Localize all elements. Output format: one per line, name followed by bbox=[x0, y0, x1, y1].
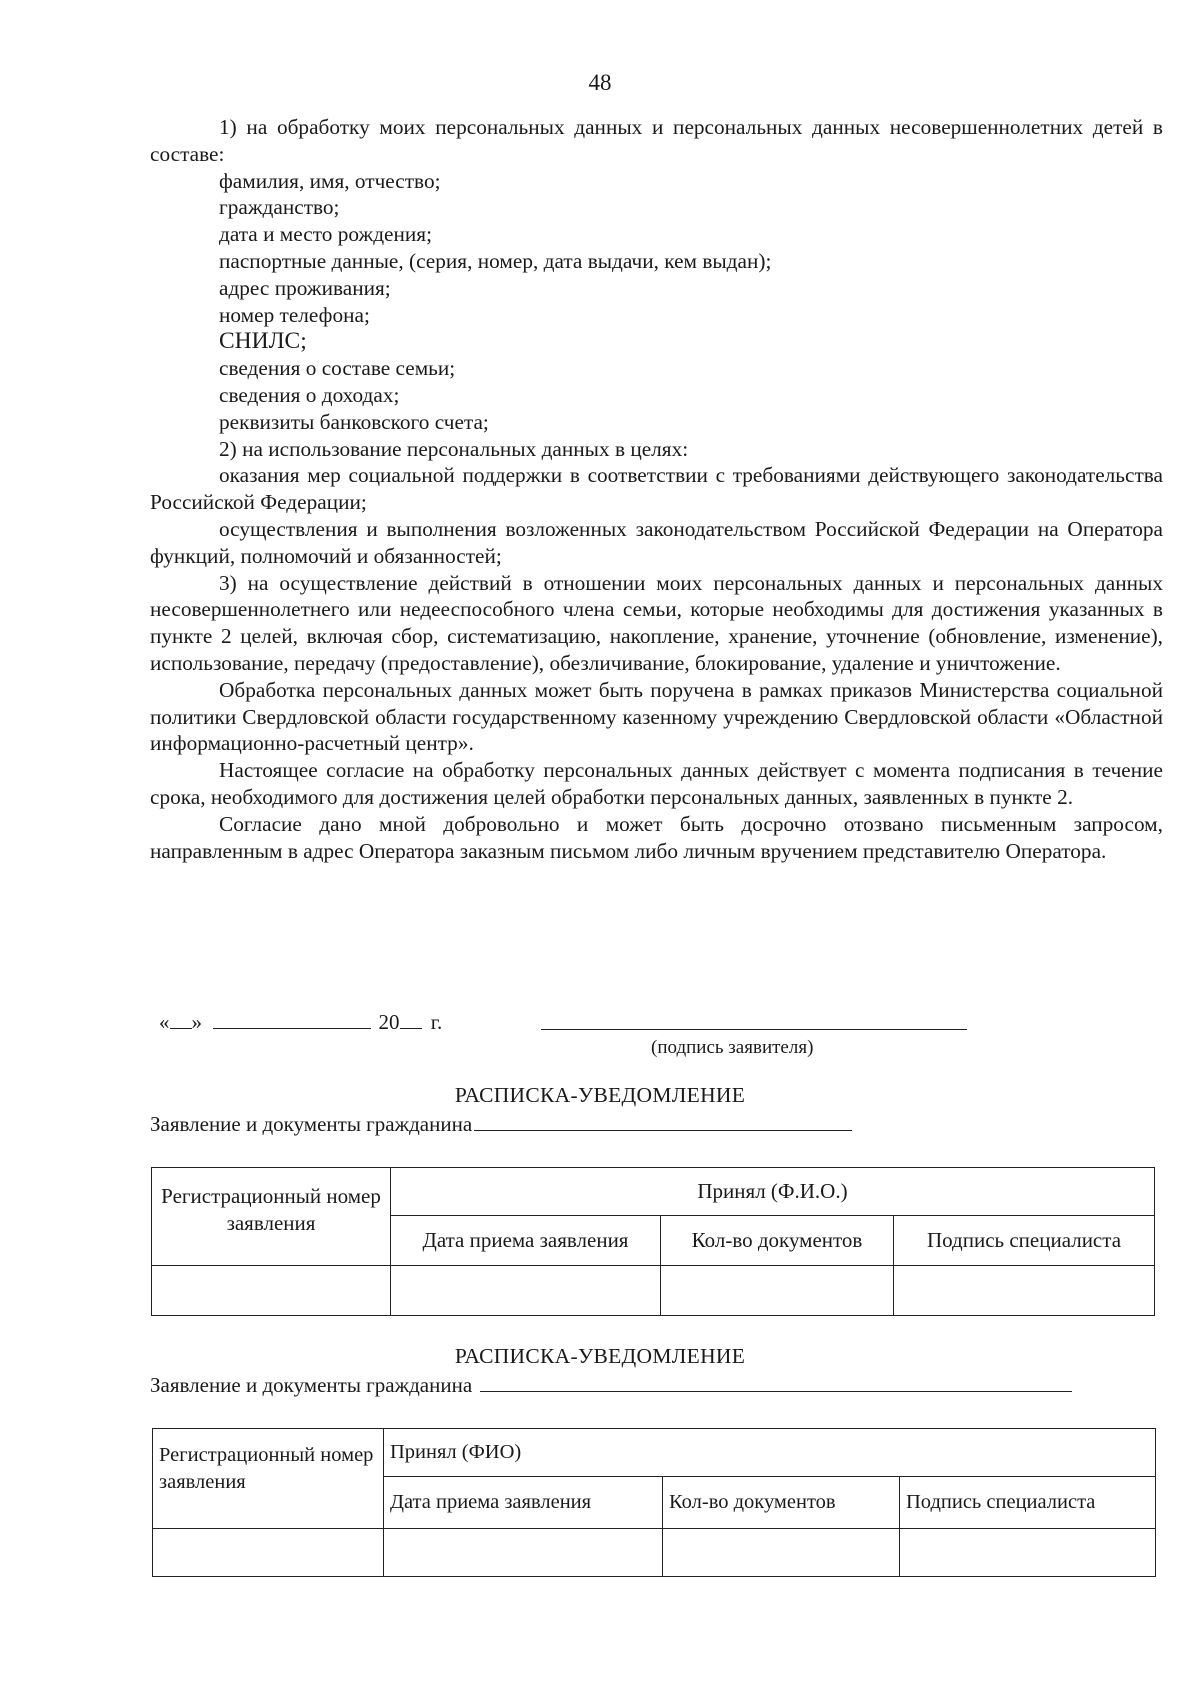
reg-number-cell[interactable] bbox=[153, 1529, 384, 1577]
paragraph-3: 3) на осуществление действий в отношении моих персональных данных и персональных данных несовершеннолетнего или недееспособного члена семьи, которые необходимы для достижения указанных в пункте 2 целей, включая сбор, систематизацию, накопление, хранение, уточнение (обновление, изменение), использование, передачу (предоставление), обезличивание, блокирование, удаление и уничтожение. bbox=[150, 570, 1163, 675]
receipt-table bbox=[151, 1167, 1155, 1316]
accepted-header: Принял (ФИО) bbox=[384, 1429, 1156, 1477]
accepted-header: Принял (Ф.И.О.) bbox=[391, 1168, 1155, 1216]
month-blank[interactable] bbox=[213, 1010, 371, 1029]
date-cell[interactable] bbox=[391, 1266, 661, 1316]
list-item: номер телефона; bbox=[219, 302, 370, 327]
list-item: реквизиты банковского счета; bbox=[219, 409, 489, 434]
citizen-blank[interactable] bbox=[480, 1375, 1072, 1392]
list-item: СНИЛС; bbox=[219, 328, 307, 355]
citizen-label: Заявление и документы гражданина bbox=[150, 1112, 473, 1136]
list-item: гражданство; bbox=[219, 195, 340, 220]
quote-close: » bbox=[191, 1010, 202, 1034]
citizen-line bbox=[150, 1112, 852, 1137]
paragraph-2a: оказания мер социальной поддержки в соответствии с требованиями действующего законодательства Российской Федерации; bbox=[150, 463, 1163, 515]
sign-header: Подпись специалиста bbox=[894, 1216, 1155, 1266]
date-cell[interactable] bbox=[384, 1529, 663, 1577]
date-field bbox=[159, 1010, 442, 1035]
receipt-title: РАСПИСКА-УВЕДОМЛЕНИЕ bbox=[454, 1083, 746, 1107]
receipt-table bbox=[152, 1428, 1156, 1577]
list-item: фамилия, имя, отчество; bbox=[219, 168, 441, 193]
count-cell[interactable] bbox=[661, 1266, 894, 1316]
count-cell[interactable] bbox=[663, 1529, 900, 1577]
list-item: сведения о доходах; bbox=[219, 382, 400, 407]
signature-caption: (подпись заявителя) bbox=[651, 1037, 814, 1058]
sign-header: Подпись специалиста bbox=[900, 1477, 1156, 1529]
list-item: паспортные данные, (серия, номер, дата выдачи, кем выдан); bbox=[219, 248, 772, 273]
list-item: сведения о составе семьи; bbox=[219, 356, 456, 381]
citizen-line bbox=[150, 1373, 1072, 1398]
list-item: дата и место рождения; bbox=[219, 222, 432, 247]
paragraph-4: Обработка персональных данных может быть поручена в рамках приказов Министерства социальной политики Свердловской области государственному казенному учреждению Свердловской области «Областной информационно-расчетный центр». bbox=[150, 677, 1163, 756]
reg-number-header: Регистрационный номер заявления bbox=[153, 1429, 384, 1529]
paragraph-5: Настоящее согласие на обработку персональных данных действует с момента подписания в течение срока, необходимого для достижения целей обработки персональных данных, заявленных в пункте 2. bbox=[150, 758, 1163, 809]
reg-number-header: Регистрационный номер заявления bbox=[152, 1168, 391, 1266]
count-header: Кол-во документов bbox=[663, 1477, 900, 1529]
quote-open: « bbox=[159, 1010, 170, 1034]
reg-number-cell[interactable] bbox=[152, 1266, 391, 1316]
paragraph-2: 2) на использование персональных данных в целях: bbox=[219, 436, 689, 461]
count-header: Кол-во документов bbox=[661, 1216, 894, 1266]
paragraph-1: 1) на обработку моих персональных данных и персональных данных несовершеннолетних детей в составе: bbox=[150, 115, 1163, 166]
date-header: Дата приема заявления bbox=[391, 1216, 661, 1266]
citizen-blank[interactable] bbox=[474, 1114, 852, 1131]
paragraph-2b: осуществления и выполнения возложенных законодательством Российской Федерации на Оператора функций, полномочий и обязанностей; bbox=[150, 516, 1163, 568]
sign-cell[interactable] bbox=[894, 1266, 1155, 1316]
year-blank[interactable] bbox=[400, 1010, 422, 1029]
page-number: 48 bbox=[588, 70, 612, 95]
receipt-title: РАСПИСКА-УВЕДОМЛЕНИЕ bbox=[454, 1344, 746, 1368]
year-suffix: г. bbox=[430, 1010, 443, 1034]
year-prefix: 20 bbox=[378, 1010, 400, 1034]
sign-cell[interactable] bbox=[900, 1529, 1156, 1577]
signature-line[interactable] bbox=[541, 1029, 967, 1030]
list-item: адрес проживания; bbox=[219, 275, 391, 300]
citizen-label: Заявление и документы гражданина bbox=[150, 1373, 473, 1397]
date-header: Дата приема заявления bbox=[384, 1477, 663, 1529]
paragraph-6: Согласие дано мной добровольно и может быть досрочно отозвано письменным запросом, направленным в адрес Оператора заказным письмом либо личным вручением представителю Оператора. bbox=[150, 811, 1163, 863]
consent-text bbox=[150, 114, 1163, 864]
day-blank[interactable] bbox=[170, 1010, 192, 1029]
